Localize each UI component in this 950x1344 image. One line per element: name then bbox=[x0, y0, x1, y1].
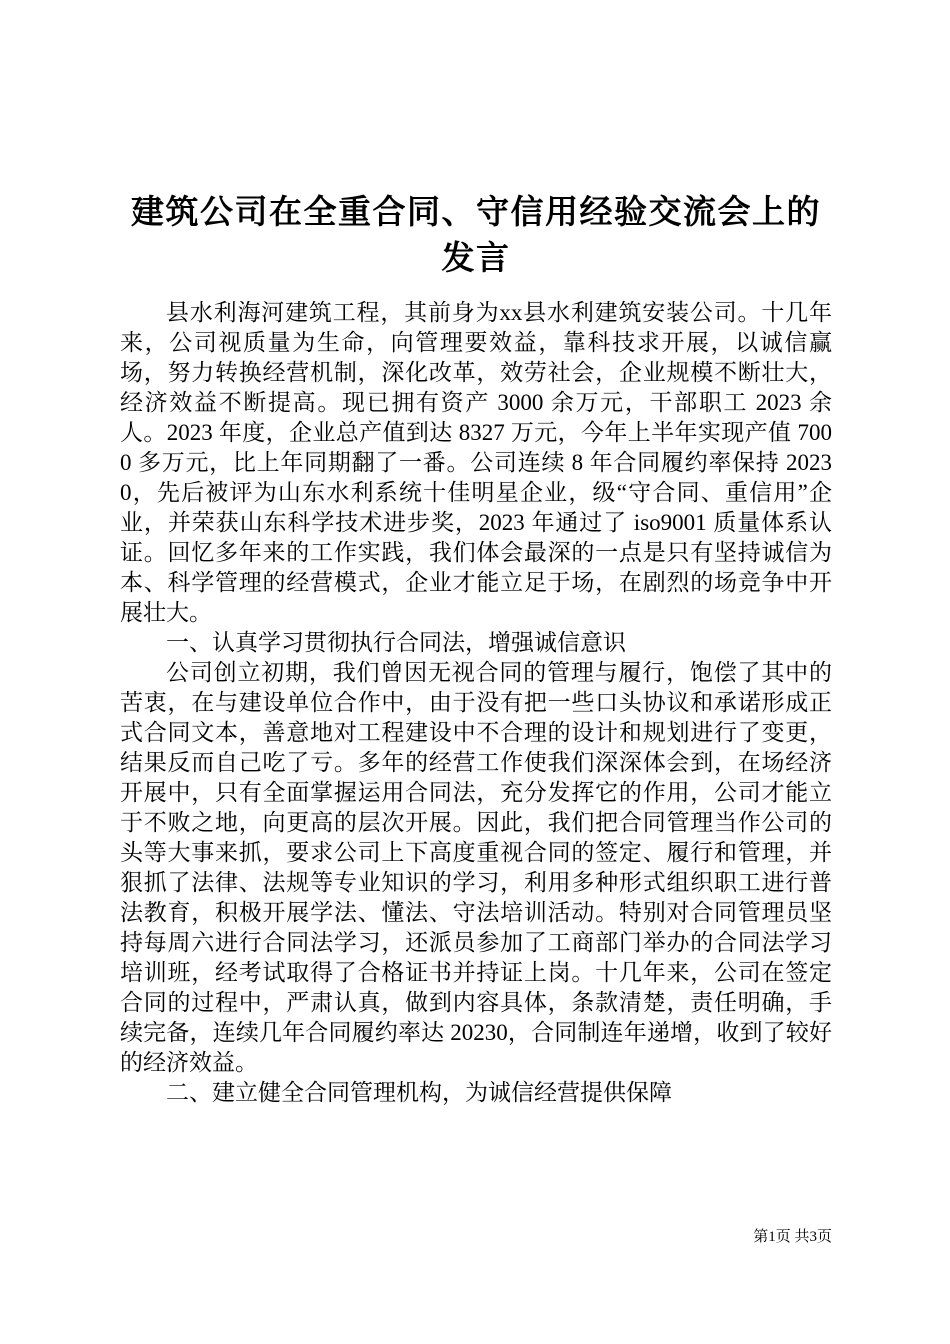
page-footer bbox=[753, 1225, 832, 1246]
section-heading-2: 二、建立健全合同管理机构，为诚信经营提供保障 bbox=[166, 1080, 672, 1105]
document-title: 建筑公司在全重合同、守信用经验交流会上的发言 bbox=[131, 195, 821, 277]
page-number-label: 第1页 共3页 bbox=[753, 1229, 832, 1245]
paragraph-section-1: 公司创立初期，我们曾因无视合同的管理与履行，饱偿了其中的苦衷，在与建设单位合作中，由于没有把一些口头协议和承诺形成正式合同文本，善意地对工程建设中不合理的设计和规划进行了变更，结果反而自己吃了亏。多年的经营工作使我们深深体会到，在场经济开展中，只有全面掌握运用合同法，充分发挥它的作用，公司才能立于不败之地，向更高的层次开展。因此，我们把合同管理当作公司的头等大事来抓，要求公司上下高度重视合同的签定、履行和管理，并狠抓了法律、法规等专业知识的学习，利用多种形式组织职工进行普法教育，积极开展学法、懂法、守法培训活动。特别对合同管理员坚持每周六进行合同法学习，还派员参加了工商部门举办的合同法学习培训班，经考试取得了合格证书并持证上岗。十几年来，公司在签定合同的过程中，严肃认真，做到内容具体，条款清楚，责任明确，手续完备，连续几年合同履约率达 20230，合同制连年递增，收到了较好的经济效益。 bbox=[120, 660, 832, 1075]
paragraph-intro: 县水利海河建筑工程，其前身为xx县水利建筑安装公司。十几年来，公司视质量为生命，向管理要效益，靠科技求开展，以诚信赢场，努力转换经营机制，深化改革，效劳社会，企业规模不断壮大，经济效益不断提高。现已拥有资产 3000 余万元，干部职工 2023 余人。2023 年度，企业总产值到达 8327 万元，今年上半年实现产值 7000 多万元，比上年同期翻了一番。公司连续 8 年合同履约率保持 20230，先后被评为山东水利系统十佳明星企业，级“守合同、重信用”企业，并荣获山东科学技术进步奖，2023 年通过了 iso9001 质量体系认证。回忆多年来的工作实践，我们体会最深的一点是只有坚持诚信为本、科学管理的经营模式，企业才能立足于场，在剧烈的场竞争中开展壮大。 bbox=[120, 300, 832, 625]
section-heading-1: 一、认真学习贯彻执行合同法，增强诚信意识 bbox=[166, 630, 626, 655]
